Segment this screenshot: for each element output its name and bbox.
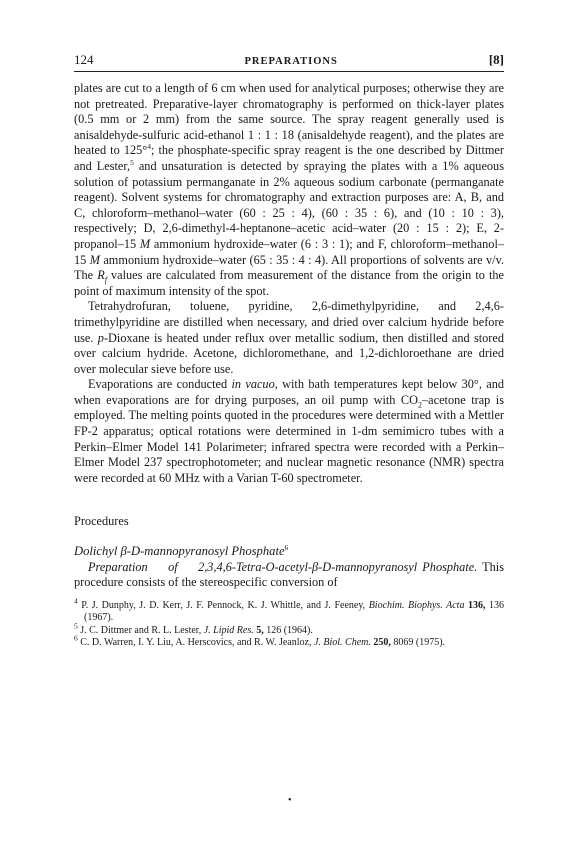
text-run: Evaporations are conducted <box>88 377 232 392</box>
rf-symbol: R <box>97 268 105 283</box>
text-run: -Dioxane is heated under reflux over metallic sodium, then distilled and stored over calcium hydride. Acetone, dichloromethane, and 1,2-dichloroethane are dried over molecular sieve before use. <box>74 330 505 376</box>
paragraph-3 <box>74 377 504 486</box>
subheading-text: Dolichyl β-D-mannopyranosyl Phosphate <box>74 544 285 559</box>
italic-term: in vacuo, <box>231 377 278 392</box>
running-title: PREPARATIONS <box>244 56 338 67</box>
footnote-pages: 136 (1967). <box>84 599 505 624</box>
footnote-ref-6: 6 <box>284 542 289 552</box>
footnote-authors: P. J. Dunphy, J. D. Kerr, J. F. Pennock, K. J. Whittle, and J. Feeney, <box>77 599 369 611</box>
text-run: Tetrahydrofuran, toluene, pyridine, 2,6-dimethylpyridine, and 2,4,6-trimethylpyridine are distilled when necessary, and dried over calcium hydride before use. <box>74 299 504 345</box>
footnote-ref-4: 4 <box>147 142 151 152</box>
text-run: ; the phosphate-specific spray reagent is the one described by Dittmer and Lester, <box>74 143 504 173</box>
footnote-ref-5: 5 <box>130 157 134 167</box>
page <box>74 52 504 650</box>
molar-symbol: M <box>139 236 151 251</box>
footnote-volume: 136, <box>464 599 486 611</box>
footnote-mark: 4 <box>74 596 78 606</box>
running-header <box>74 52 504 72</box>
text-run: –acetone trap is employed. The melting points quoted in the procedures were determined with a Mettler FP-2 apparatus; optical rotations were determined in 1-dm semimicro tubes with a Perkin–Elmer Model 141 Polarimeter; infrared spectra were recorded with a Perkin–Elmer Model 237 spectrophotometer; and nuclear magnetic resonance (NMR) spectra were recorded at 60 MHz with a Varian T-60 spectrometer. <box>74 392 504 485</box>
preparation-label: Preparation <box>88 559 148 574</box>
footnote-journal: J. Lipid Res. <box>203 624 254 636</box>
footnote-mark: 6 <box>74 633 78 643</box>
text-run: values are calculated from measurement of the distance from the origin to the point of maximum intensity of the spot. <box>74 268 504 298</box>
procedures-heading: Procedures <box>74 514 129 529</box>
footnote-volume: 5, <box>253 624 264 636</box>
paragraph-2 <box>74 299 504 377</box>
subscript: 2 <box>418 400 423 410</box>
paragraph-1 <box>74 81 504 299</box>
para-prefix: p <box>97 330 104 345</box>
text-run: with bath temperatures kept below 30°, and when evaporations are for drying purposes, an oil pump with CO <box>74 377 504 407</box>
text-run: plates are cut to a length of 6 cm when used for analytical purposes; otherwise they are not pretreated. Preparative-layer chromatography is performed on thick-layer plates (0.5 mm or 2 mm) from the same source. The spray reagent generally used is anisaldehyde-sulfuric acid-ethanol 1 : 1 : 18 (anisaldehyde reagent), and the plates are heated to 125° <box>74 81 504 158</box>
page-number: 124 <box>74 52 94 67</box>
footnote-4 <box>74 596 505 625</box>
preparation-paragraph <box>74 560 504 591</box>
footnote-journal: J. Biol. Chem. <box>313 637 371 649</box>
text-run: This procedure consists of the stereospecific conversion of <box>74 559 505 590</box>
section-number: [8] <box>488 52 504 67</box>
footnote-5 <box>74 621 504 638</box>
footnote-authors: C. D. Warren, I. Y. Liu, A. Herscovics, and R. W. Jeanloz, <box>77 637 314 649</box>
footnotes <box>74 596 505 650</box>
molar-symbol: M <box>89 252 100 267</box>
footnote-6 <box>74 633 504 650</box>
text-run: ammonium hydroxide–water (6 : 3 : 1); and F, chloroform–methanol–15 <box>74 236 505 267</box>
footnote-authors: J. C. Dittmer and R. L. Lester, <box>77 624 204 636</box>
footnote-pages: 8069 (1975). <box>390 637 446 649</box>
text-run: ammonium hydroxide–water (65 : 35 : 4 : 4). All proportions of solvents are v/v. The <box>74 252 504 283</box>
rf-subscript: f <box>104 275 107 285</box>
procedure-subheading <box>74 544 504 560</box>
body-text <box>74 81 504 650</box>
footnote-volume: 250, <box>370 637 391 649</box>
preparation-of: of <box>168 559 178 574</box>
bottom-mark: • <box>288 795 292 806</box>
footnote-mark: 5 <box>74 621 78 631</box>
footnote-journal: Biochim. Biophys. Acta <box>368 599 465 611</box>
compound-name: 2,3,4,6-Tetra-O-acetyl-β-D-mannopyranosyl Phosphate. <box>198 559 478 574</box>
footnote-pages: 126 (1964). <box>263 624 313 636</box>
text-run: and unsaturation is detected by spraying the plates with a 1% aqueous solution of potassium permanganate in 2% aqueous sodium carbonate (permanganate reagent). Solvent systems for chromatography and extraction purposes are: A, B, and C, chloroform–methanol–water (60 : 25 : 4), (60 : 35 : 6), and (10 : 10 : 3), respectively; D, 2,6-dimethyl-4-heptanone–acetic acid–water (20 : 15 : 2); E, 2-propanol–15 <box>74 158 504 251</box>
